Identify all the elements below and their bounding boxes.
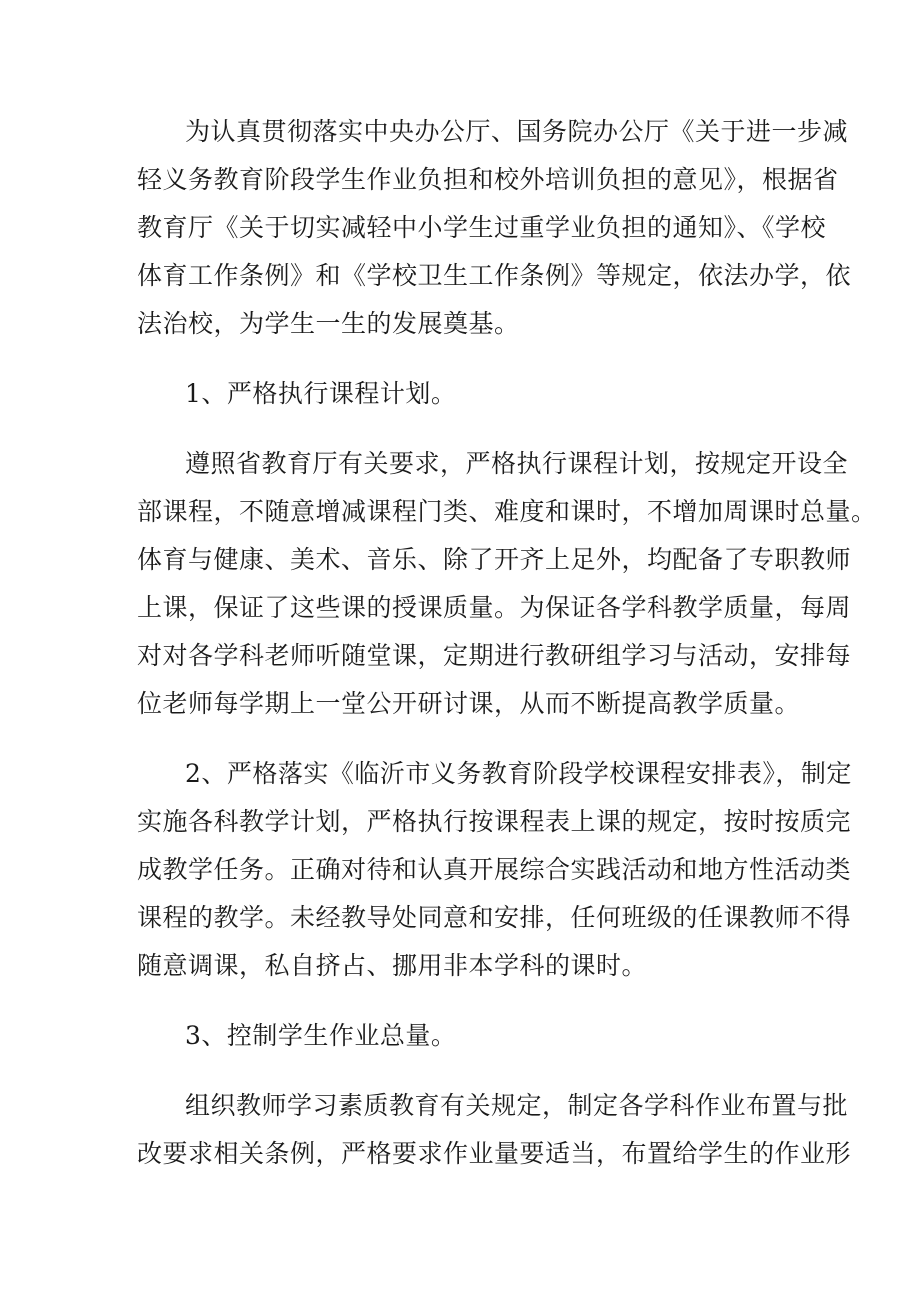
section2-line-1: 2、严格落实《临沂市义务教育阶段学校课程安排表》，制定 bbox=[185, 759, 852, 788]
intro-line-1: 为认真贯彻落实中央办公厅、国务院办公厅《关于进一步减 bbox=[185, 117, 849, 146]
section1-line-3: 体育与健康、美术、音乐、除了开齐上足外，均配备了专职教师 bbox=[137, 545, 852, 574]
section2-line-3: 成教学任务。正确对待和认真开展综合实践活动和地方性活动类 bbox=[137, 855, 852, 884]
section1-line-5: 对对各学科老师听随堂课，定期进行教研组学习与活动，安排每 bbox=[137, 641, 852, 670]
section2-line-5: 随意调课，私自挤占、挪用非本学科的课时。 bbox=[137, 951, 648, 980]
section2-line-2: 实施各科教学计划，严格执行按课程表上课的规定，按时按质完 bbox=[137, 807, 852, 836]
section1-line-6: 位老师每学期上一堂公开研讨课，从而不断提高教学质量。 bbox=[137, 689, 801, 718]
section1-line-1: 遵照省教育厅有关要求，严格执行课程计划，按规定开设全 bbox=[185, 449, 849, 478]
section1-line-2: 部课程，不随意增减课程门类、难度和课时，不增加周课时总量。 bbox=[137, 497, 877, 526]
intro-line-3: 教育厅《关于切实减轻中小学生过重学业负担的通知》、《学校 bbox=[137, 213, 827, 242]
section3-line-2: 改要求相关条例，严格要求作业量要适当，布置给学生的作业形 bbox=[137, 1139, 852, 1168]
intro-line-2: 轻义务教育阶段学生作业负担和校外培训负担的意见》，根据省 bbox=[137, 165, 839, 194]
section1-line-4: 上课，保证了这些课的授课质量。为保证各学科教学质量，每周 bbox=[137, 593, 852, 622]
section2-line-4: 课程的教学。未经教导处同意和安排，任何班级的任课教师不得 bbox=[137, 903, 852, 932]
section-heading-1: 1、严格执行课程计划。 bbox=[185, 379, 457, 408]
section3-line-1: 组织教师学习素质教育有关规定，制定各学科作业布置与批 bbox=[185, 1091, 849, 1120]
intro-line-5: 法治校，为学生一生的发展奠基。 bbox=[137, 309, 520, 338]
intro-line-4: 体育工作条例》和《学校卫生工作条例》等规定，依法办学，依 bbox=[137, 261, 852, 290]
section-heading-3: 3、控制学生作业总量。 bbox=[185, 1021, 457, 1050]
